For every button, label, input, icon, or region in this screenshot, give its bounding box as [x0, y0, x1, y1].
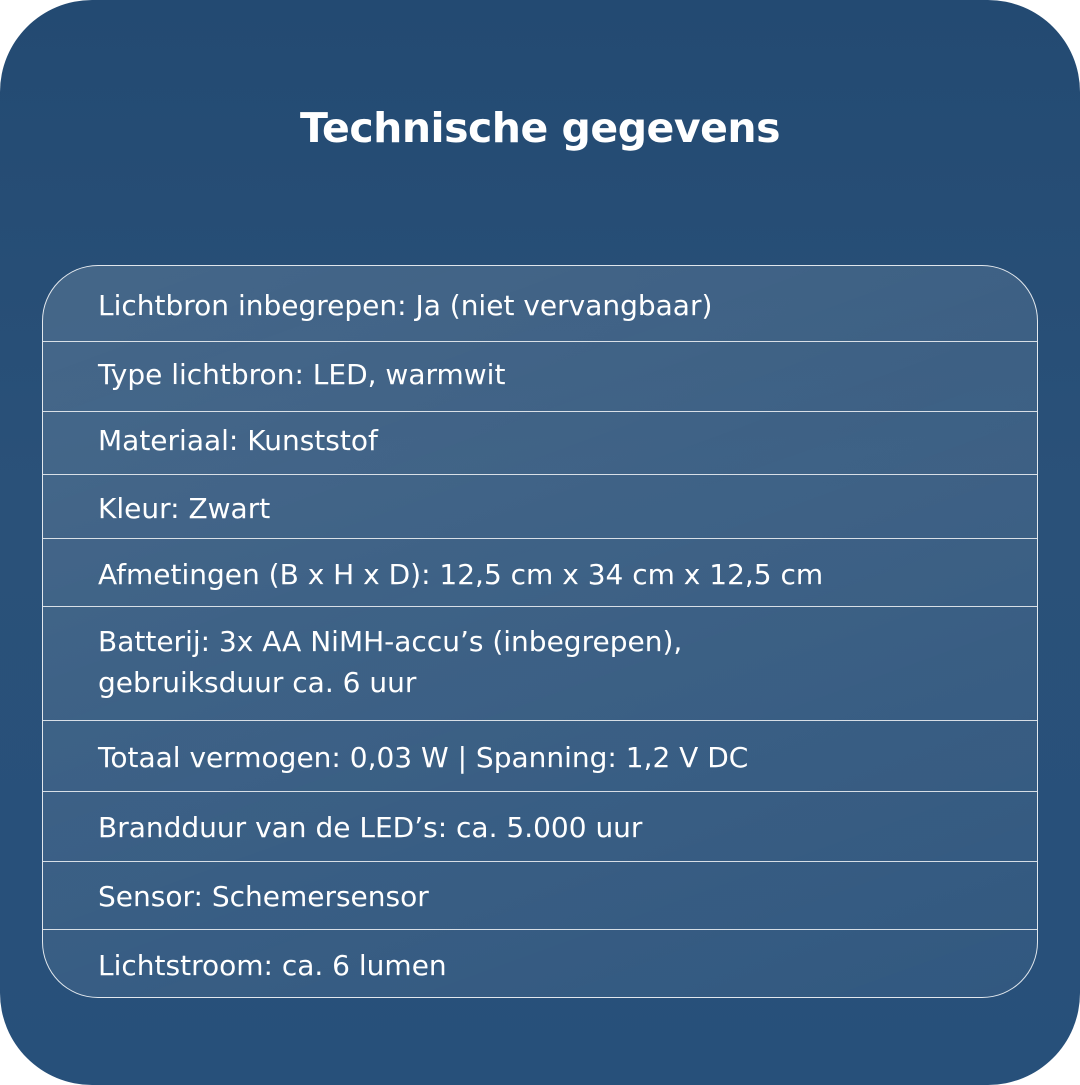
spec-text: Materiaal: Kunststof	[98, 424, 378, 457]
spec-row-afmetingen	[43, 539, 1037, 607]
spec-row-materiaal	[43, 412, 1037, 475]
page-title: Technische gegevens	[300, 104, 780, 152]
spec-row-lichtbron	[43, 266, 1037, 342]
spec-row-batterij	[43, 607, 1037, 721]
spec-text: Lichtstroom: ca. 6 lumen	[98, 949, 447, 982]
spec-row-kleur	[43, 475, 1037, 539]
spec-text: Totaal vermogen: 0,03 W | Spanning: 1,2 V DC	[98, 741, 749, 774]
spec-row-sensor	[43, 862, 1037, 930]
spec-table	[42, 265, 1038, 998]
spec-text: Afmetingen (B x H x D): 12,5 cm x 34 cm x 12,5 cm	[98, 558, 824, 591]
spec-text: Type lichtbron: LED, warmwit	[98, 358, 506, 391]
spec-text: Batterij: 3x AA NiMH-accu’s (inbegrepen), gebruiksduur ca. 6 uur	[98, 625, 683, 699]
spec-row-vermogen	[43, 721, 1037, 792]
spec-text: Kleur: Zwart	[98, 492, 271, 525]
spec-row-type	[43, 342, 1037, 412]
spec-text: Brandduur van de LED’s: ca. 5.000 uur	[98, 811, 643, 844]
spec-text: Sensor: Schemersensor	[98, 880, 429, 913]
spec-row-lichtstroom	[43, 930, 1037, 998]
spec-row-brandduur	[43, 792, 1037, 862]
spec-text: Lichtbron inbegrepen: Ja (niet vervangbaar)	[98, 289, 713, 322]
